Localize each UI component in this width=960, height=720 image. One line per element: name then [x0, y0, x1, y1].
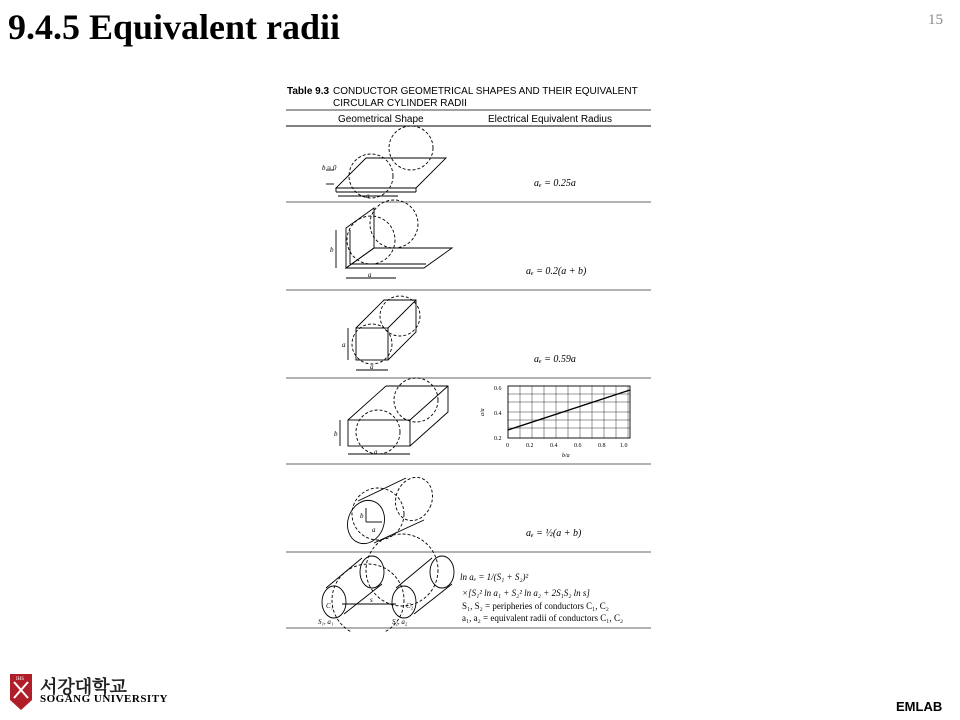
svg-text:0.2: 0.2	[494, 436, 502, 442]
formula-row-6-line4: a₁, a₂ = equivalent radii of conductors C₁, C₂	[462, 613, 624, 623]
svg-text:0.4: 0.4	[550, 443, 558, 449]
formula-row-2: aₑ = 0.2(a + b)	[526, 266, 587, 277]
slide-title: 9.4.5 Equivalent radii	[8, 7, 341, 47]
svg-text:C₁: C₁	[326, 602, 334, 610]
svg-text:b: b	[330, 246, 334, 254]
formula-row-6-line1: ln aₑ = 1/(S₁ + S₂)²	[460, 572, 529, 582]
formula-row-6-line3: S₁, S₂ = peripheries of conductors C₁, C₂	[462, 601, 609, 611]
svg-text:b ≈ 0: b ≈ 0	[322, 164, 337, 172]
table-caption-line2: CIRCULAR CYLINDER RADII	[333, 98, 467, 109]
formula-row-3: aₑ = 0.59a	[534, 354, 576, 365]
formula-row-6-line2: ×[S₁² ln a₁ + S₂² ln a₂ + 2S₁S₂ ln s]	[462, 588, 590, 598]
university-name-english: SOGANG UNIVERSITY	[40, 693, 168, 705]
svg-text:s: s	[370, 596, 373, 604]
formula-row-5: aₑ = ½(a + b)	[526, 528, 582, 539]
lab-name: EMLAB	[896, 699, 943, 714]
svg-text:a: a	[374, 448, 378, 456]
svg-text:IHS: IHS	[16, 677, 25, 682]
table-label: Table 9.3	[287, 86, 330, 97]
table-caption-line1: CONDUCTOR GEOMETRICAL SHAPES AND THEIR EQUIVALENT	[333, 86, 638, 97]
svg-text:0: 0	[506, 443, 509, 449]
university-name-korean: 서강대학교	[40, 677, 127, 698]
svg-text:0.6: 0.6	[494, 386, 502, 392]
svg-text:0.8: 0.8	[598, 443, 606, 449]
svg-text:b/a: b/a	[562, 453, 570, 459]
svg-text:a/a: a/a	[480, 408, 486, 416]
formula-row-1: aₑ = 0.25a	[534, 178, 576, 189]
svg-text:0.4: 0.4	[494, 411, 502, 417]
svg-text:0.2: 0.2	[526, 443, 534, 449]
svg-text:a: a	[342, 341, 346, 349]
university-seal-icon	[8, 672, 34, 712]
svg-text:a: a	[370, 363, 374, 371]
svg-text:b: b	[334, 430, 338, 438]
svg-text:S₂, a₂: S₂, a₂	[392, 618, 408, 626]
column-header-radius: Electrical Equivalent Radius	[488, 114, 612, 125]
svg-text:a: a	[366, 192, 370, 200]
svg-text:b: b	[360, 512, 364, 520]
svg-text:a: a	[368, 271, 372, 279]
svg-text:a: a	[372, 526, 376, 534]
svg-text:C₂: C₂	[406, 602, 414, 610]
svg-text:0.6: 0.6	[574, 443, 582, 449]
svg-text:1.0: 1.0	[620, 443, 628, 449]
svg-text:S₁, a₁: S₁, a₁	[318, 618, 334, 626]
table-figure	[286, 80, 656, 632]
page-number: 15	[928, 12, 943, 28]
column-header-shape: Geometrical Shape	[338, 114, 424, 125]
